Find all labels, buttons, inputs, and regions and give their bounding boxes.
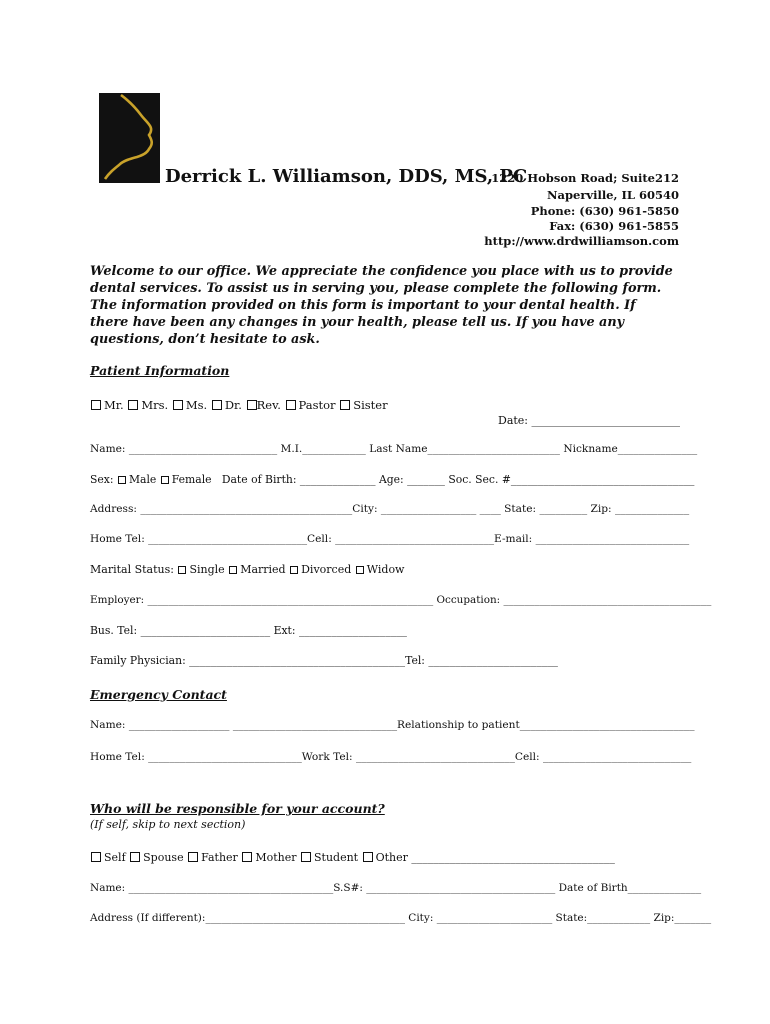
resp-spouse-label: Spouse <box>143 851 184 864</box>
website-url: http://www.drdwilliamson.com <box>484 234 679 248</box>
practice-logo <box>99 93 160 183</box>
address-row[interactable]: Address: ________________________________________City: __________________ ____ State: _________ Zip: ______________ <box>90 503 690 515</box>
marital-widow-checkbox[interactable] <box>356 566 364 574</box>
responsible-party-heading: Who will be responsible for your account? <box>90 801 385 816</box>
resp-student-checkbox[interactable] <box>301 852 311 862</box>
marital-widow-label: Widow <box>366 563 405 576</box>
title-sister-checkbox[interactable] <box>340 400 350 410</box>
phone-number: Phone: (630) 961-5850 <box>530 204 679 218</box>
responsible-name-row[interactable]: Name: _______________________________________S.S#: ____________________________________ Date of Birth______________ <box>90 882 702 894</box>
emergency-name-row[interactable]: Name: ___________________ _______________________________Relationship to patient_________________________________ <box>90 719 695 731</box>
title-mr-checkbox[interactable] <box>91 400 101 410</box>
practice-name: Derrick L. Williamson, DDS, MS, PC <box>165 166 528 187</box>
sex-label: Sex: <box>90 473 114 486</box>
marital-divorced-checkbox[interactable] <box>290 566 298 574</box>
resp-other-label: Other <box>375 851 408 864</box>
home-cell-email-row[interactable]: Home Tel: ______________________________Cell: ______________________________E-mail: _____________________________ <box>90 533 690 545</box>
sex-female-checkbox[interactable] <box>161 476 169 484</box>
fax-number: Fax: (630) 961-5855 <box>549 219 679 233</box>
emergency-tel-row[interactable]: Home Tel: _____________________________Work Tel: ______________________________Cell: ____________________________ <box>90 751 692 763</box>
title-pastor-checkbox[interactable] <box>286 400 296 410</box>
title-checkbox-row <box>90 398 388 412</box>
resp-mother-checkbox[interactable] <box>242 852 252 862</box>
business-tel-row[interactable]: Bus. Tel: ________________________ Ext: ____________________ <box>90 624 407 637</box>
date-field[interactable]: Date: ___________________________ <box>498 414 681 427</box>
face-profile-logo-icon <box>99 93 160 183</box>
resp-other-checkbox[interactable] <box>363 852 373 862</box>
marital-married-label: Married <box>240 563 286 576</box>
title-mr-label: Mr. <box>104 398 124 412</box>
welcome-paragraph: Welcome to our office. We appreciate the confidence you place with us to provide dental services. To assist us in serving you, please complete the following form. The information provided on this form is important to your dental health. If there have been any changes in your health, please tell us. If you have any questions, don’t hesitate to ask. <box>90 264 673 347</box>
emergency-contact-heading: Emergency Contact <box>90 687 227 702</box>
responsible-note: (If self, skip to next section) <box>90 818 246 831</box>
title-rev-label: Rev. <box>256 398 281 412</box>
title-mrs-label: Mrs. <box>141 398 169 412</box>
marital-status-row <box>90 563 404 576</box>
employer-occupation-row[interactable]: Employer: _______________________________________________________ Occupation: ________________________________________ <box>90 594 712 606</box>
marital-single-label: Single <box>189 563 225 576</box>
address-line2: Naperville, IL 60540 <box>547 188 679 202</box>
resp-father-checkbox[interactable] <box>188 852 198 862</box>
sex-female-label: Female <box>171 473 212 486</box>
family-physician-row[interactable]: Family Physician: ________________________________________Tel: ________________________ <box>90 654 558 667</box>
resp-other-field[interactable]: _____________________________________ <box>411 851 615 864</box>
resp-spouse-checkbox[interactable] <box>130 852 140 862</box>
patient-info-heading: Patient Information <box>90 363 230 378</box>
title-pastor-label: Pastor <box>298 398 336 412</box>
title-dr-checkbox[interactable] <box>212 400 222 410</box>
resp-student-label: Student <box>313 851 359 864</box>
marital-married-checkbox[interactable] <box>229 566 237 574</box>
address-line1: 1220 Hobson Road; Suite212 <box>491 171 679 185</box>
title-rev-checkbox[interactable] <box>247 400 257 410</box>
sex-dob-row <box>90 473 694 486</box>
relationship-checkbox-row <box>90 851 615 864</box>
marital-divorced-label: Divorced <box>301 563 352 576</box>
resp-mother-label: Mother <box>255 851 297 864</box>
title-sister-label: Sister <box>353 398 388 412</box>
title-ms-label: Ms. <box>185 398 208 412</box>
resp-self-label: Self <box>104 851 126 864</box>
dob-age-ssn-fields[interactable]: Date of Birth: ______________ Age: _______ Soc. Sec. #__________________________________ <box>221 473 695 486</box>
sex-male-label: Male <box>128 473 157 486</box>
marital-status-label: Marital Status: <box>90 563 174 576</box>
resp-father-label: Father <box>201 851 238 864</box>
resp-self-checkbox[interactable] <box>91 852 101 862</box>
responsible-address-row[interactable]: Address (If different):______________________________________ City: ______________________ State:____________ Zip:_______ <box>90 912 712 924</box>
title-ms-checkbox[interactable] <box>173 400 183 410</box>
patient-name-row[interactable]: Name: ____________________________ M.I.____________ Last Name_________________________ Nickname_______________ <box>90 443 698 455</box>
sex-male-checkbox[interactable] <box>118 476 126 484</box>
title-dr-label: Dr. <box>224 398 242 412</box>
marital-single-checkbox[interactable] <box>178 566 186 574</box>
title-mrs-checkbox[interactable] <box>128 400 138 410</box>
